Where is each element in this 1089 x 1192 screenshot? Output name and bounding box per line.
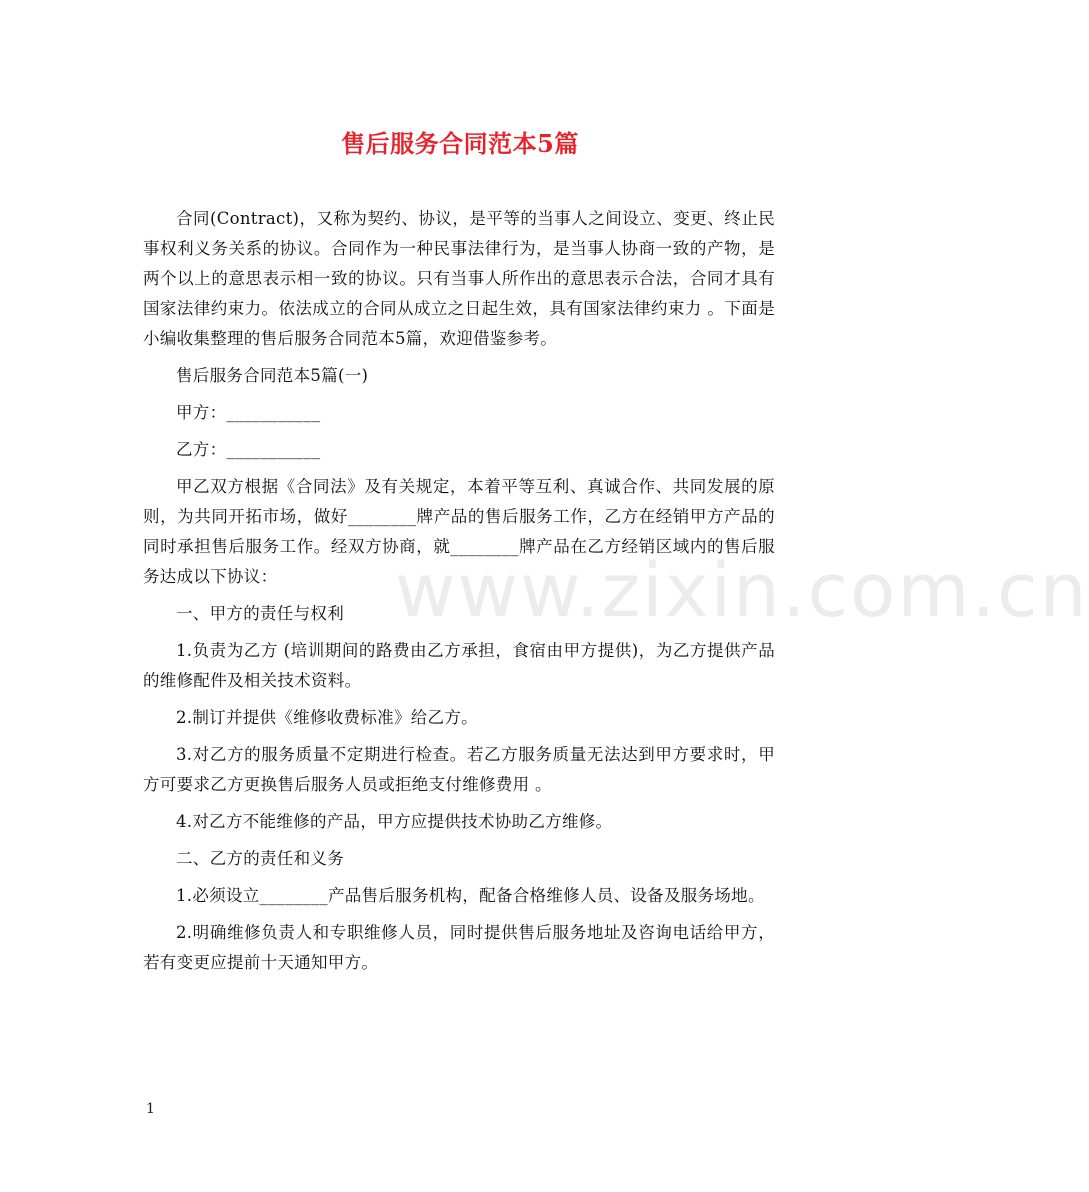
clause-a4: 4.对乙方不能维修的产品，甲方应提供技术协助乙方维修。	[176, 812, 613, 831]
clause-a2: 2.制订并提供《维修收费标准》给乙方。	[176, 708, 478, 727]
clause-a3: 3.对乙方的服务质量不定期进行检查。若乙方服务质量无法达到甲方要求时，甲方可要求乙方更换售后服务人员或拒绝支付维修费用 。	[143, 745, 775, 794]
clause-b2: 2.明确维修负责人和专职维修人员，同时提供售后服务地址及咨询电话给甲方，若有变更应提前十天通知甲方。	[143, 923, 775, 972]
clause-a1: 1.负责为乙方 (培训期间的路费由乙方承担，食宿由甲方提供)，为乙方提供产品的维修配件及相关技术资料。	[143, 641, 775, 690]
clause-b1: 1.必须设立________产品售后服务机构，配备合格维修人员、设备及服务场地。	[176, 886, 765, 905]
agreement-preamble: 甲乙双方根据《合同法》及有关规定，本着平等互利、真诚合作、共同发展的原则，为共同开拓市场，做好________牌产品的售后服务工作，乙方在经销甲方产品的同时承担售后服务工作。经双方协商，就________牌产品在乙方经销区域内的售后服务达成以下协议：	[143, 477, 775, 586]
document-title: 售后服务合同范本5篇	[341, 129, 579, 158]
section-heading-party-a: 一、甲方的责任与权利	[176, 604, 344, 623]
section-heading-party-b: 二、乙方的责任和义务	[176, 849, 344, 868]
party-a-line: 甲方：___________	[176, 403, 321, 422]
page-number: 1	[146, 1101, 155, 1117]
document-body	[143, 204, 775, 985]
watermark: www.zixin.com.cn	[395, 548, 1089, 634]
party-b-line: 乙方：___________	[176, 440, 321, 459]
intro-paragraph: 合同(Contract)，又称为契约、协议，是平等的当事人之间设立、变更、终止民事权利义务关系的协议。合同作为一种民事法律行为，是当事人协商一致的产物，是两个以上的意思表示相一致的协议。只有当事人所作出的意思表示合法，合同才具有国家法律约束力。依法成立的合同从成立之日起生效，具有国家法律约束力 。下面是小编收集整理的售后服务合同范本5篇，欢迎借鉴参考。	[143, 209, 775, 348]
contract-heading: 售后服务合同范本5篇(一)	[176, 366, 369, 385]
